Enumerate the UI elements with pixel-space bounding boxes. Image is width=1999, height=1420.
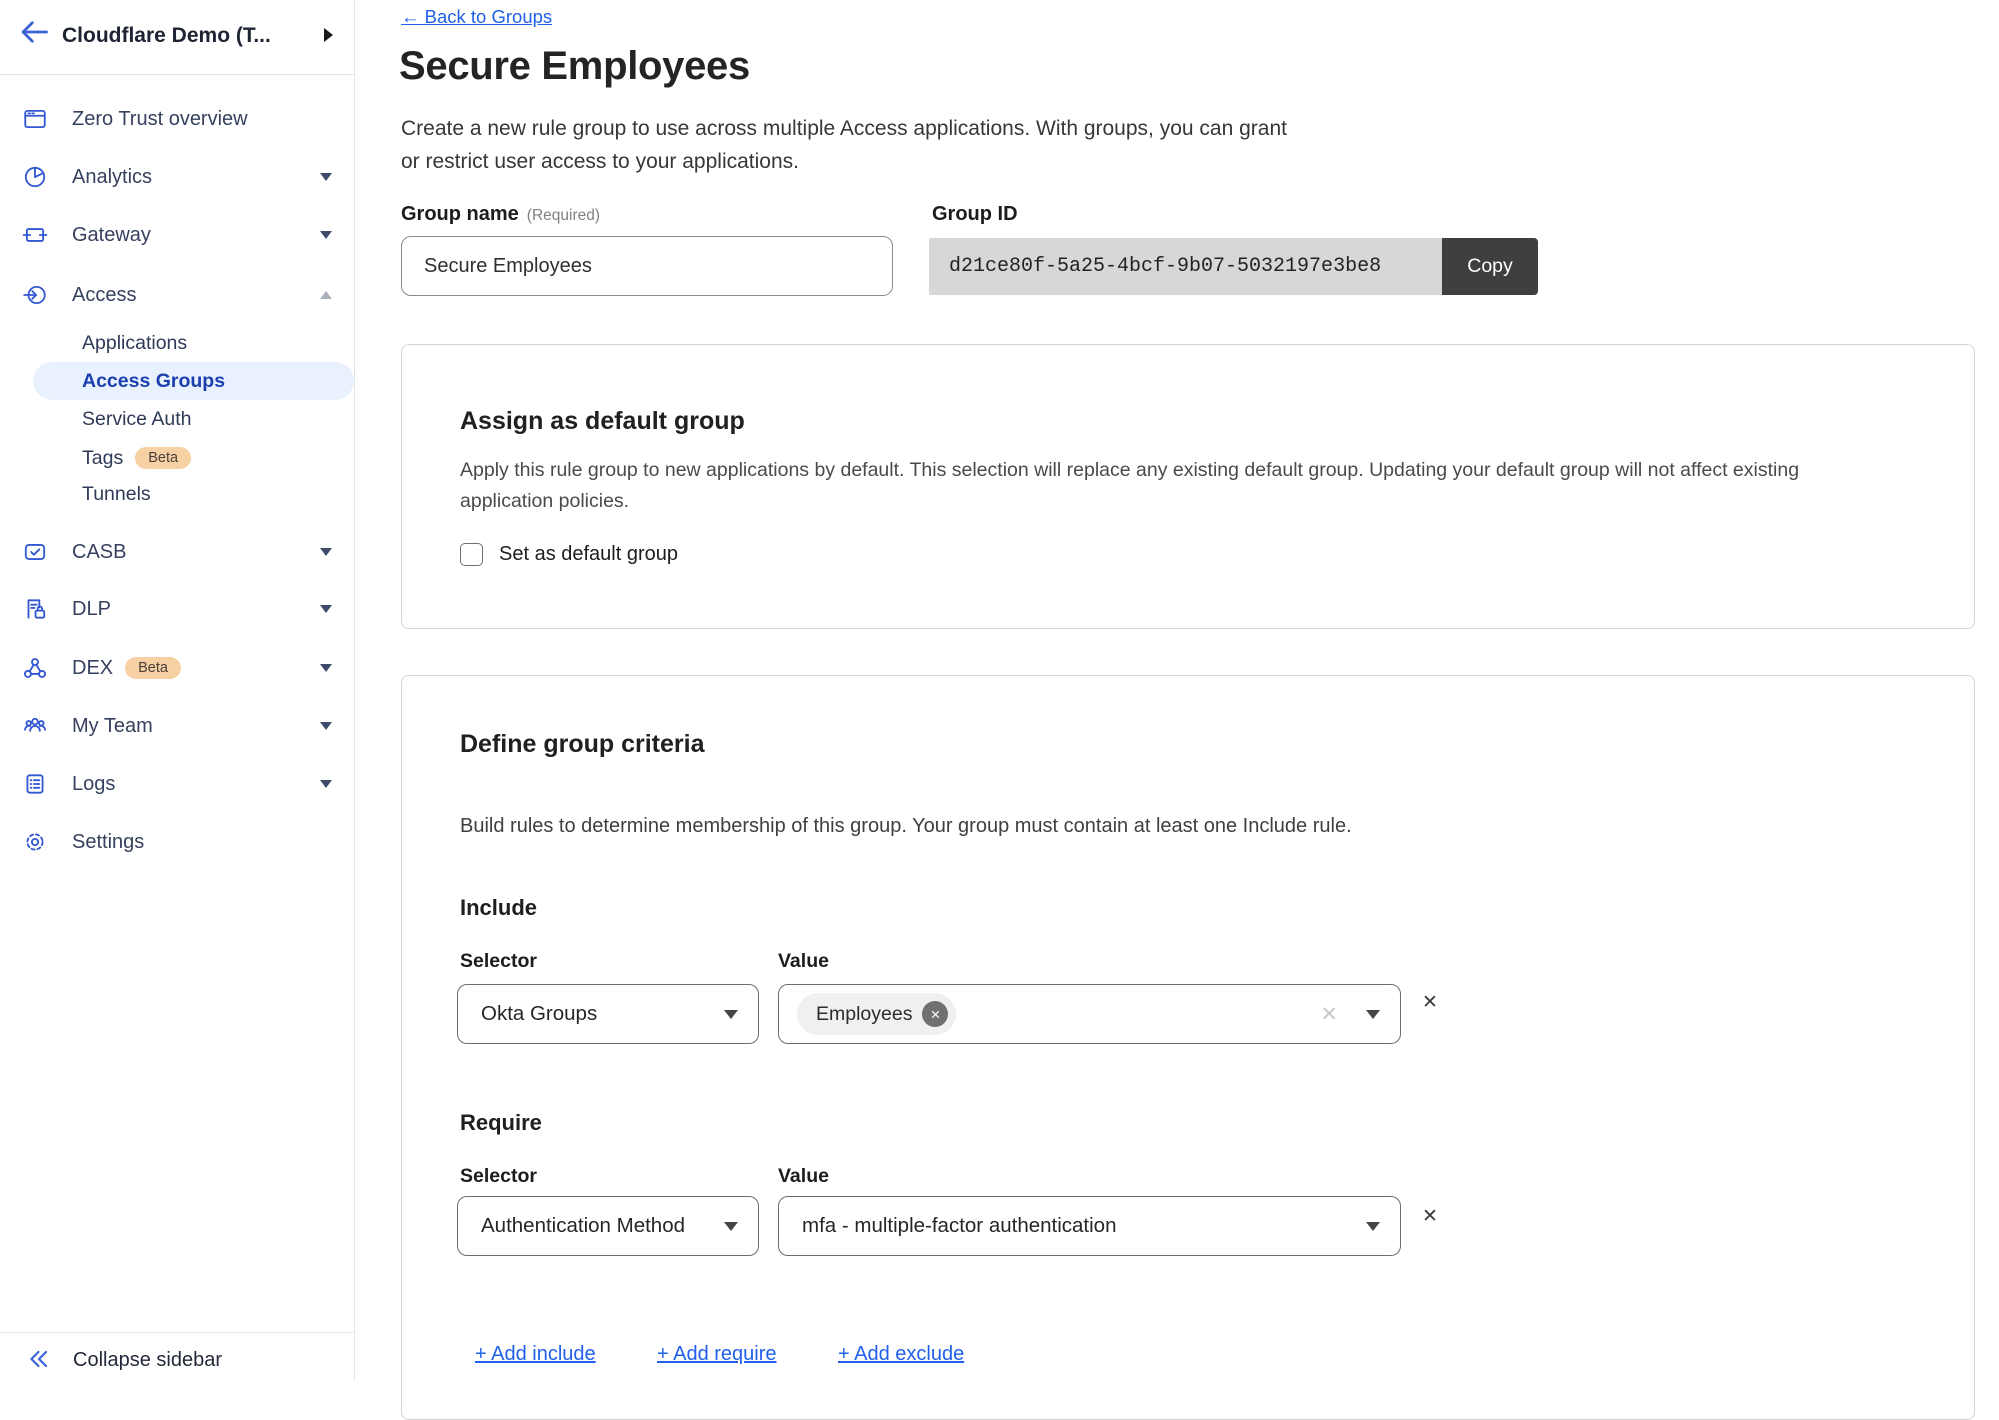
sidebar-footer[interactable] bbox=[0, 1332, 354, 1382]
main-content bbox=[356, 0, 1999, 1381]
description-line: or restrict user access to your applications. bbox=[401, 150, 799, 173]
account-name[interactable]: Cloudflare Demo (T... bbox=[62, 24, 271, 47]
chevron-down-icon[interactable] bbox=[320, 548, 332, 556]
chevron-right-icon[interactable] bbox=[324, 28, 333, 42]
sidebar-item-access[interactable] bbox=[0, 273, 354, 317]
sidebar-item-label: Logs bbox=[72, 772, 116, 795]
description-line: Create a new rule group to use across multiple Access applications. With groups, you can grant bbox=[401, 117, 1287, 140]
require-selector-label: Selector bbox=[460, 1165, 537, 1187]
criteria-card-title: Define group criteria bbox=[460, 730, 705, 758]
required-hint: (Required) bbox=[526, 207, 601, 224]
sidebar-item-service-auth[interactable] bbox=[0, 400, 354, 438]
sidebar-item-tags[interactable] bbox=[0, 439, 354, 477]
sidebar-header bbox=[0, 0, 354, 75]
sidebar-item-settings[interactable] bbox=[0, 820, 354, 864]
sidebar-item-label: Settings bbox=[72, 830, 145, 853]
back-to-groups-link[interactable] bbox=[401, 6, 552, 28]
sidebar-subitem-label: Service Auth bbox=[82, 407, 192, 430]
logs-icon bbox=[22, 771, 48, 797]
employees-tag bbox=[797, 993, 956, 1035]
sidebar-item-label: My Team bbox=[72, 714, 153, 737]
include-selector-value: Okta Groups bbox=[481, 1002, 598, 1025]
add-exclude-link[interactable]: + Add exclude bbox=[838, 1343, 965, 1365]
require-selector-value: Authentication Method bbox=[481, 1214, 685, 1237]
sidebar-item-applications[interactable] bbox=[0, 324, 354, 362]
chevron-up-icon[interactable] bbox=[320, 291, 332, 299]
require-value-dropdown[interactable] bbox=[778, 1196, 1401, 1256]
group-id-value: d21ce80f-5a25-4bcf-9b07-5032197e3be8 bbox=[929, 238, 1442, 295]
default-group-card bbox=[401, 344, 1975, 629]
back-arrow-glyph: ← bbox=[401, 6, 420, 27]
sidebar bbox=[0, 0, 355, 1381]
include-heading: Include bbox=[460, 895, 538, 920]
collapse-sidebar-icon bbox=[26, 1346, 52, 1372]
beta-badge: Beta bbox=[125, 657, 181, 680]
team-icon bbox=[22, 713, 48, 739]
sidebar-item-gateway[interactable] bbox=[0, 213, 354, 257]
set-default-group-label: Set as default group bbox=[499, 543, 679, 565]
chevron-down-icon[interactable] bbox=[320, 605, 332, 613]
sidebar-item-label: DLP bbox=[72, 597, 111, 620]
page-title: Secure Employees bbox=[399, 44, 750, 88]
clear-field-icon[interactable]: ✕ bbox=[1320, 1002, 1338, 1026]
chevron-down-icon bbox=[1366, 1222, 1380, 1231]
set-default-group-row[interactable] bbox=[460, 543, 678, 566]
chevron-down-icon[interactable] bbox=[320, 664, 332, 672]
sidebar-item-tunnels[interactable] bbox=[0, 475, 354, 513]
require-heading: Require bbox=[460, 1110, 542, 1135]
beta-badge: Beta bbox=[135, 447, 191, 470]
group-name-label bbox=[401, 203, 600, 226]
include-selector-label: Selector bbox=[460, 950, 537, 972]
group-name-label-text: Group name bbox=[401, 203, 519, 225]
criteria-card bbox=[401, 675, 1975, 1420]
chevron-down-icon bbox=[724, 1222, 738, 1231]
criteria-card-body: Build rules to determine membership of this group. Your group must contain at least one Include rule. bbox=[460, 815, 1352, 837]
gateway-icon bbox=[22, 222, 48, 248]
copy-button[interactable]: Copy bbox=[1442, 238, 1538, 295]
collapse-sidebar-label: Collapse sidebar bbox=[73, 1349, 222, 1371]
sidebar-subitem-label: Tags bbox=[82, 446, 124, 469]
sidebar-item-label: Analytics bbox=[72, 165, 153, 188]
require-selector-dropdown[interactable] bbox=[457, 1196, 759, 1256]
require-value-label: Value bbox=[778, 1165, 829, 1187]
sidebar-item-dex[interactable] bbox=[0, 646, 354, 690]
chevron-down-icon[interactable] bbox=[320, 722, 332, 730]
back-arrow-icon[interactable] bbox=[16, 15, 50, 49]
sidebar-item-analytics[interactable] bbox=[0, 155, 354, 199]
sidebar-item-dlp[interactable] bbox=[0, 587, 354, 631]
chevron-down-icon bbox=[724, 1010, 738, 1019]
sidebar-item-logs[interactable] bbox=[0, 762, 354, 806]
include-selector-dropdown[interactable] bbox=[457, 984, 759, 1044]
dex-icon bbox=[22, 655, 48, 681]
gear-icon bbox=[22, 829, 48, 855]
analytics-icon bbox=[22, 164, 48, 190]
group-id-label: Group ID bbox=[932, 203, 1018, 225]
sidebar-item-label: CASB bbox=[72, 540, 127, 563]
chevron-down-icon[interactable] bbox=[320, 173, 332, 181]
casb-icon bbox=[22, 539, 48, 565]
include-value-label: Value bbox=[778, 950, 829, 972]
remove-tag-icon[interactable]: ✕ bbox=[922, 1001, 948, 1027]
include-value-multiselect[interactable] bbox=[778, 984, 1401, 1044]
sidebar-item-label: Zero Trust overview bbox=[72, 107, 248, 130]
sidebar-item-label: Access bbox=[72, 283, 137, 306]
set-default-group-checkbox[interactable] bbox=[460, 543, 483, 566]
back-link-label: Back to Groups bbox=[424, 6, 553, 27]
overview-icon bbox=[22, 106, 48, 132]
remove-require-rule-icon[interactable]: ✕ bbox=[1422, 1206, 1438, 1227]
default-group-card-body bbox=[460, 455, 1799, 517]
group-id-box bbox=[929, 238, 1538, 295]
access-icon bbox=[22, 282, 48, 308]
default-group-card-title: Assign as default group bbox=[460, 407, 745, 435]
chevron-down-icon[interactable] bbox=[320, 231, 332, 239]
sidebar-item-label: DEX bbox=[72, 656, 114, 679]
sidebar-subitem-label: Applications bbox=[82, 331, 188, 354]
remove-include-rule-icon[interactable]: ✕ bbox=[1422, 992, 1438, 1013]
add-require-link[interactable]: + Add require bbox=[657, 1343, 777, 1365]
body-line: Apply this rule group to new applications by default. This selection will replace any existing default group. Updating your default group will not affect existing bbox=[460, 459, 1800, 481]
page-description bbox=[401, 112, 1287, 178]
body-line: application policies. bbox=[460, 490, 630, 512]
sidebar-item-casb[interactable] bbox=[0, 530, 354, 574]
sidebar-subitem-label: Access Groups bbox=[82, 369, 226, 392]
dlp-icon bbox=[22, 596, 48, 622]
sidebar-item-label: Gateway bbox=[72, 223, 151, 246]
group-name-input[interactable] bbox=[401, 236, 893, 296]
add-include-link[interactable]: + Add include bbox=[475, 1343, 596, 1365]
sidebar-item-my-team[interactable] bbox=[0, 704, 354, 748]
chevron-down-icon bbox=[1366, 1010, 1380, 1019]
sidebar-item-zero-trust-overview[interactable] bbox=[0, 97, 354, 141]
tag-label: Employees bbox=[816, 1002, 913, 1025]
require-value: mfa - multiple-factor authentication bbox=[802, 1214, 1117, 1237]
sidebar-item-access-groups[interactable] bbox=[0, 362, 354, 400]
sidebar-subitem-label: Tunnels bbox=[82, 482, 151, 505]
chevron-down-icon[interactable] bbox=[320, 780, 332, 788]
